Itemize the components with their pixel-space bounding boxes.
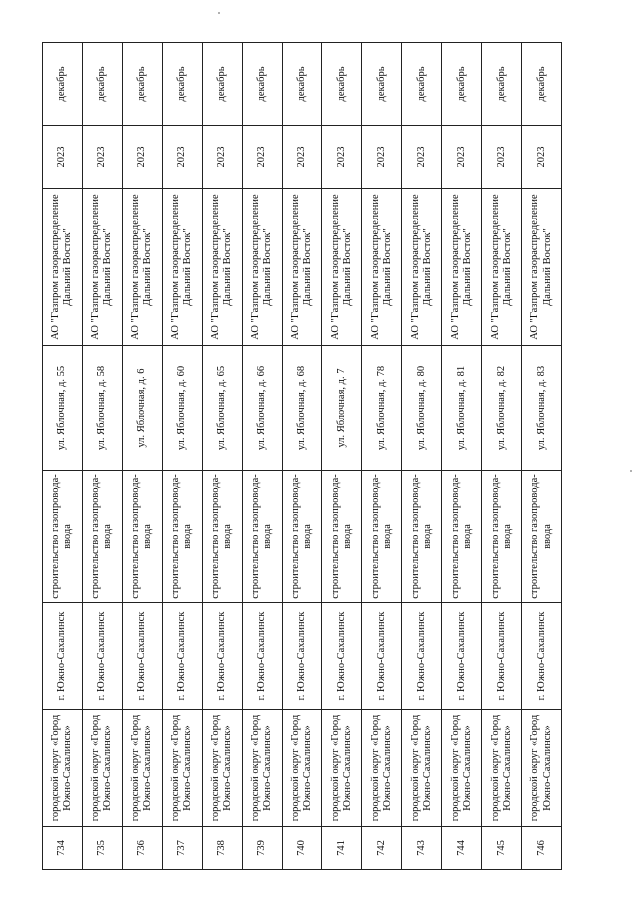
district-cell: городской округ «Город Южно-Сахалинск» xyxy=(402,710,442,827)
row-number-cell: 735 xyxy=(82,827,122,870)
city-cell: г. Южно-Сахалинск xyxy=(162,603,202,710)
district-cell: городской округ «Город Южно-Сахалинск» xyxy=(162,710,202,827)
year-cell: 2023 xyxy=(322,126,362,189)
row-number-cell: 742 xyxy=(362,827,402,870)
district-cell: городской округ «Город Южно-Сахалинск» xyxy=(122,710,162,827)
city-cell: г. Южно-Сахалинск xyxy=(442,603,482,710)
table-row xyxy=(402,43,442,870)
year-cell: 2023 xyxy=(82,126,122,189)
address-cell: ул. Яблочная, д. 83 xyxy=(522,346,562,471)
organization-cell: АО "Газпром газораспределение Дальний Восток" xyxy=(482,189,522,346)
city-cell: г. Южно-Сахалинск xyxy=(242,603,282,710)
table-row xyxy=(162,43,202,870)
table-row xyxy=(522,43,562,870)
organization-cell: АО "Газпром газораспределение Дальний Восток" xyxy=(402,189,442,346)
work-type-cell: строительство газопровода-ввода xyxy=(522,471,562,603)
address-cell: ул. Яблочная, д. 7 xyxy=(322,346,362,471)
work-type-cell: строительство газопровода-ввода xyxy=(282,471,322,603)
year-cell: 2023 xyxy=(402,126,442,189)
table-row xyxy=(442,43,482,870)
month-cell: декабрь xyxy=(442,43,482,126)
table-row xyxy=(43,43,83,870)
work-type-cell: строительство газопровода-ввода xyxy=(402,471,442,603)
scan-speck xyxy=(630,470,632,472)
work-type-cell: строительство газопровода-ввода xyxy=(202,471,242,603)
address-cell: ул. Яблочная, д. 58 xyxy=(82,346,122,471)
organization-cell: АО "Газпром газораспределение Дальний Восток" xyxy=(162,189,202,346)
district-cell: городской округ «Город Южно-Сахалинск» xyxy=(282,710,322,827)
city-cell: г. Южно-Сахалинск xyxy=(202,603,242,710)
city-cell: г. Южно-Сахалинск xyxy=(362,603,402,710)
year-cell: 2023 xyxy=(362,126,402,189)
year-cell: 2023 xyxy=(43,126,83,189)
year-cell: 2023 xyxy=(122,126,162,189)
year-cell: 2023 xyxy=(442,126,482,189)
district-cell: городской округ «Город Южно-Сахалинск» xyxy=(202,710,242,827)
address-cell: ул. Яблочная, д. 55 xyxy=(43,346,83,471)
district-cell: городской округ «Город Южно-Сахалинск» xyxy=(482,710,522,827)
table-row xyxy=(482,43,522,870)
work-type-cell: строительство газопровода-ввода xyxy=(242,471,282,603)
table-body xyxy=(43,43,562,870)
row-number-cell: 741 xyxy=(322,827,362,870)
month-cell: декабрь xyxy=(522,43,562,126)
month-cell: декабрь xyxy=(43,43,83,126)
month-cell: декабрь xyxy=(362,43,402,126)
work-type-cell: строительство газопровода-ввода xyxy=(82,471,122,603)
row-number-cell: 744 xyxy=(442,827,482,870)
table-row xyxy=(82,43,122,870)
month-cell: декабрь xyxy=(242,43,282,126)
city-cell: г. Южно-Сахалинск xyxy=(322,603,362,710)
district-cell: городской округ «Город Южно-Сахалинск» xyxy=(82,710,122,827)
address-cell: ул. Яблочная, д. 6 xyxy=(122,346,162,471)
table-row xyxy=(362,43,402,870)
year-cell: 2023 xyxy=(242,126,282,189)
year-cell: 2023 xyxy=(282,126,322,189)
work-type-cell: строительство газопровода-ввода xyxy=(442,471,482,603)
city-cell: г. Южно-Сахалинск xyxy=(82,603,122,710)
organization-cell: АО "Газпром газораспределение Дальний Восток" xyxy=(82,189,122,346)
organization-cell: АО "Газпром газораспределение Дальний Восток" xyxy=(122,189,162,346)
row-number-cell: 737 xyxy=(162,827,202,870)
month-cell: декабрь xyxy=(482,43,522,126)
row-number-cell: 739 xyxy=(242,827,282,870)
row-number-cell: 745 xyxy=(482,827,522,870)
table-row xyxy=(322,43,362,870)
table-row xyxy=(242,43,282,870)
row-number-cell: 738 xyxy=(202,827,242,870)
district-cell: городской округ «Город Южно-Сахалинск» xyxy=(522,710,562,827)
table-row xyxy=(202,43,242,870)
work-type-cell: строительство газопровода-ввода xyxy=(122,471,162,603)
row-number-cell: 736 xyxy=(122,827,162,870)
city-cell: г. Южно-Сахалинск xyxy=(122,603,162,710)
row-number-cell: 734 xyxy=(43,827,83,870)
row-number-cell: 740 xyxy=(282,827,322,870)
table-row xyxy=(282,43,322,870)
gas-works-table xyxy=(42,42,562,870)
organization-cell: АО "Газпром газораспределение Дальний Восток" xyxy=(282,189,322,346)
scan-speck xyxy=(218,12,220,14)
month-cell: декабрь xyxy=(202,43,242,126)
year-cell: 2023 xyxy=(162,126,202,189)
work-type-cell: строительство газопровода-ввода xyxy=(322,471,362,603)
district-cell: городской округ «Город Южно-Сахалинск» xyxy=(242,710,282,827)
city-cell: г. Южно-Сахалинск xyxy=(482,603,522,710)
work-type-cell: строительство газопровода-ввода xyxy=(162,471,202,603)
city-cell: г. Южно-Сахалинск xyxy=(522,603,562,710)
month-cell: декабрь xyxy=(162,43,202,126)
address-cell: ул. Яблочная, д. 65 xyxy=(202,346,242,471)
work-type-cell: строительство газопровода-ввода xyxy=(482,471,522,603)
organization-cell: АО "Газпром газораспределение Дальний Восток" xyxy=(43,189,83,346)
district-cell: городской округ «Город Южно-Сахалинск» xyxy=(322,710,362,827)
year-cell: 2023 xyxy=(522,126,562,189)
organization-cell: АО "Газпром газораспределение Дальний Восток" xyxy=(322,189,362,346)
rotated-page xyxy=(42,60,562,870)
organization-cell: АО "Газпром газораспределение Дальний Восток" xyxy=(362,189,402,346)
address-cell: ул. Яблочная, д. 68 xyxy=(282,346,322,471)
month-cell: декабрь xyxy=(322,43,362,126)
district-cell: городской округ «Город Южно-Сахалинск» xyxy=(442,710,482,827)
month-cell: декабрь xyxy=(282,43,322,126)
organization-cell: АО "Газпром газораспределение Дальний Восток" xyxy=(202,189,242,346)
address-cell: ул. Яблочная, д. 80 xyxy=(402,346,442,471)
work-type-cell: строительство газопровода-ввода xyxy=(362,471,402,603)
work-type-cell: строительство газопровода-ввода xyxy=(43,471,83,603)
year-cell: 2023 xyxy=(202,126,242,189)
month-cell: декабрь xyxy=(402,43,442,126)
address-cell: ул. Яблочная, д. 60 xyxy=(162,346,202,471)
address-cell: ул. Яблочная, д. 66 xyxy=(242,346,282,471)
table-row xyxy=(122,43,162,870)
district-cell: городской округ «Город Южно-Сахалинск» xyxy=(362,710,402,827)
address-cell: ул. Яблочная, д. 82 xyxy=(482,346,522,471)
organization-cell: АО "Газпром газораспределение Дальний Восток" xyxy=(522,189,562,346)
year-cell: 2023 xyxy=(482,126,522,189)
city-cell: г. Южно-Сахалинск xyxy=(43,603,83,710)
month-cell: декабрь xyxy=(82,43,122,126)
row-number-cell: 743 xyxy=(402,827,442,870)
address-cell: ул. Яблочная, д. 78 xyxy=(362,346,402,471)
row-number-cell: 746 xyxy=(522,827,562,870)
city-cell: г. Южно-Сахалинск xyxy=(282,603,322,710)
address-cell: ул. Яблочная, д. 81 xyxy=(442,346,482,471)
month-cell: декабрь xyxy=(122,43,162,126)
district-cell: городской округ «Город Южно-Сахалинск» xyxy=(43,710,83,827)
city-cell: г. Южно-Сахалинск xyxy=(402,603,442,710)
organization-cell: АО "Газпром газораспределение Дальний Восток" xyxy=(242,189,282,346)
organization-cell: АО "Газпром газораспределение Дальний Восток" xyxy=(442,189,482,346)
